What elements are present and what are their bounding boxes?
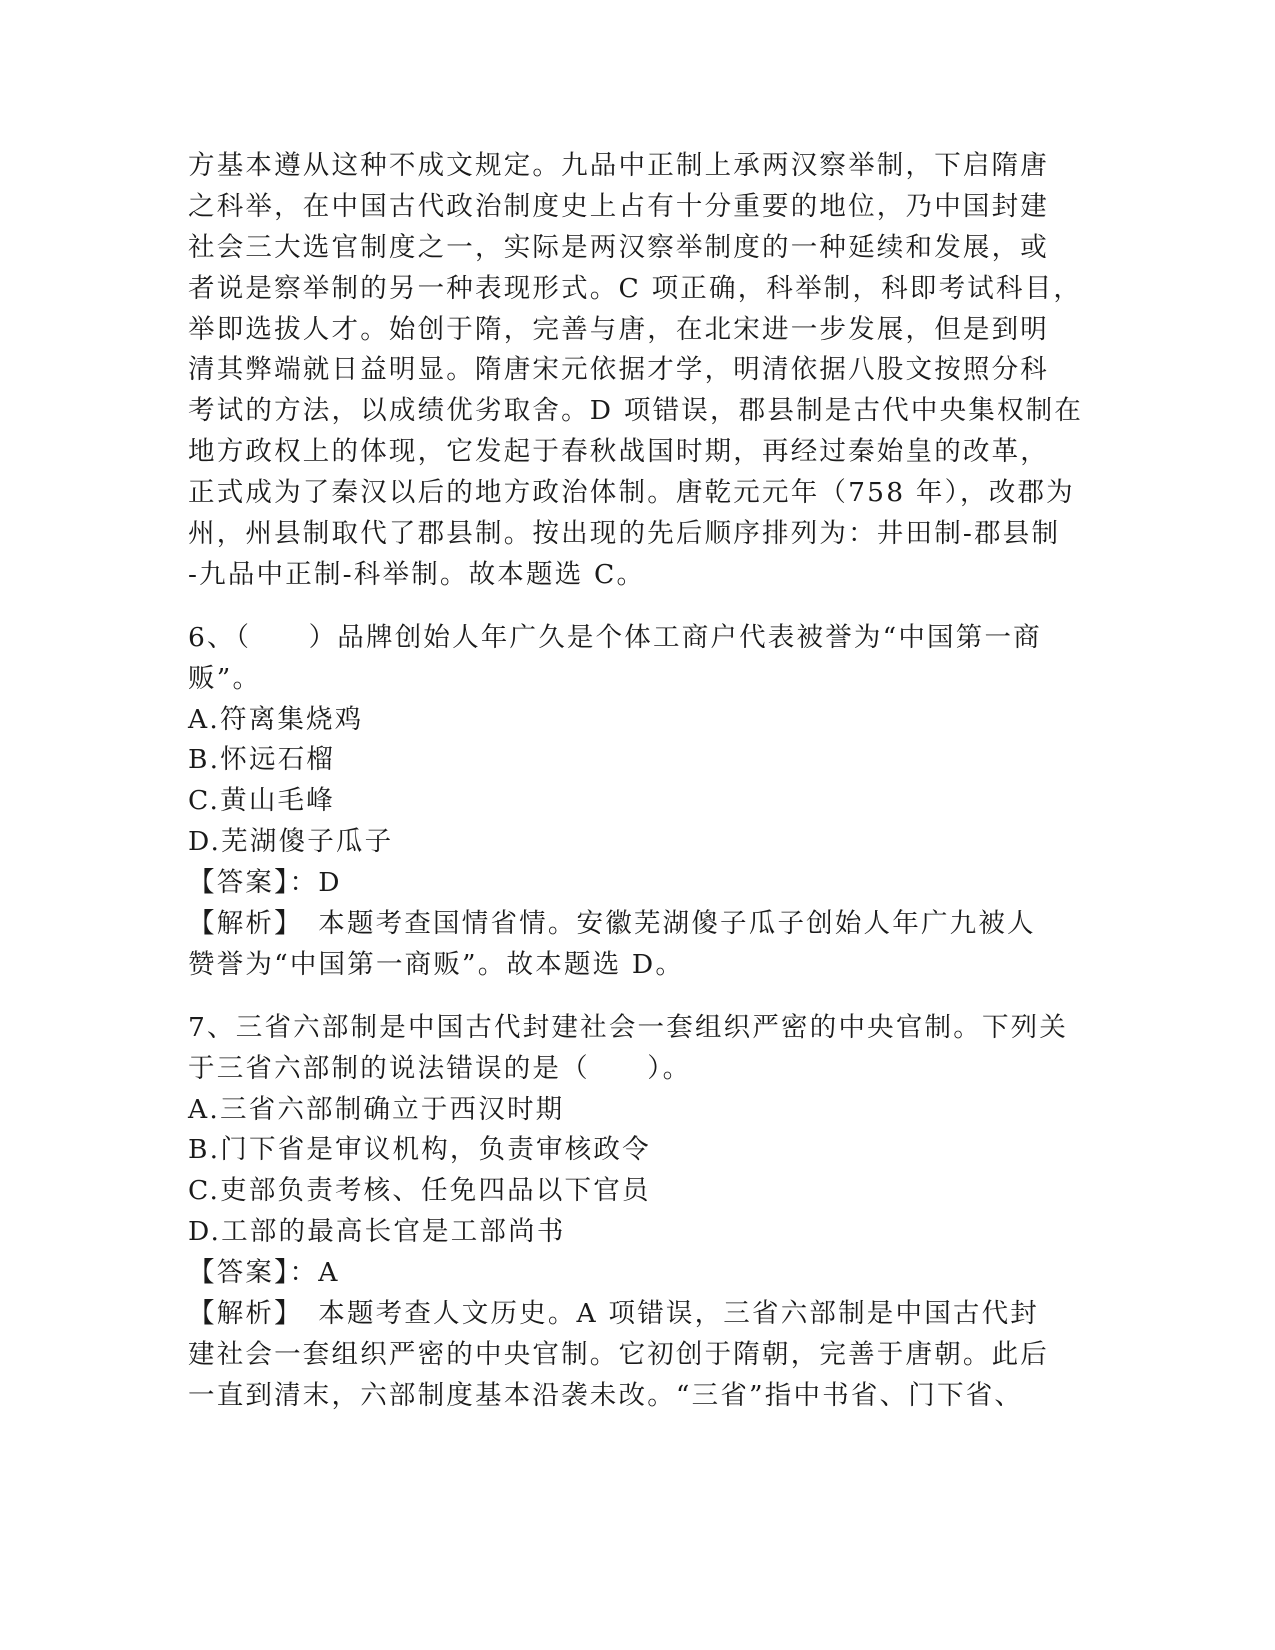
- text-line: 之科举，在中国古代政治制度史上占有十分重要的地位，乃中国封建: [188, 190, 1049, 222]
- question-stem: 7、三省六部制是中国古代封建社会一套组织严密的中央官制。下列关: [188, 1011, 1069, 1043]
- question-6: [188, 618, 1088, 986]
- text-line: -九品中正制-科举制。故本题选 C。: [188, 558, 646, 590]
- option-b: B.怀远石榴: [188, 744, 336, 776]
- text-line: 地方政权上的体现，它发起于春秋战国时期，再经过秦始皇的改革，: [188, 436, 1049, 468]
- analysis-line: 建社会一套组织严密的中央官制。它初创于隋朝，完善于唐朝。此后: [188, 1338, 1049, 1370]
- option-c: C.吏部负责考核、任免四品以下官员: [188, 1175, 651, 1207]
- paragraph-gap: [188, 986, 1088, 1008]
- analysis-line: 赞誉为“中国第一商贩”。故本题选 D。: [188, 948, 685, 980]
- prior-analysis-continuation: [188, 146, 1088, 596]
- analysis-line: 一直到清末，六部制度基本沿袭未改。“三省”指中书省、门下省、: [188, 1379, 1024, 1411]
- text-line: 社会三大选官制度之一，实际是两汉察举制度的一种延续和发展，或: [188, 231, 1049, 263]
- option-a: A.符离集烧鸡: [188, 703, 364, 735]
- page-content: [188, 146, 1088, 1417]
- option-d: D.工部的最高长官是工部尚书: [188, 1216, 566, 1248]
- text-line: 方基本遵从这种不成文规定。九品中正制上承两汉察举制，下启隋唐: [188, 150, 1049, 181]
- analysis-line: 【解析】 本题考查人文历史。A 项错误，三省六部制是中国古代封: [188, 1298, 1040, 1330]
- paragraph-gap: [188, 596, 1088, 618]
- text-line: 正式成为了秦汉以后的地方政治体制。唐乾元元年（758 年），改郡为: [188, 477, 1075, 509]
- text-line: 者说是察举制的另一种表现形式。C 项正确，科举制，科即考试科目，: [188, 272, 1083, 304]
- analysis-line: 【解析】 本题考查国情省情。安徽芜湖傻子瓜子创始人年广九被人: [188, 908, 1036, 940]
- question-stem: 6、（ ）品牌创始人年广久是个体工商户代表被誉为“中国第一商: [188, 621, 1042, 653]
- answer-line: 【答案】：D: [188, 867, 342, 899]
- question-stem: 于三省六部制的说法错误的是（ ）。: [188, 1052, 692, 1084]
- option-a: A.三省六部制确立于西汉时期: [188, 1093, 565, 1125]
- option-d: D.芜湖傻子瓜子: [188, 826, 394, 858]
- text-line: 清其弊端就日益明显。隋唐宋元依据才学，明清依据八股文按照分科: [188, 354, 1049, 386]
- answer-line: 【答案】：A: [188, 1257, 340, 1289]
- text-line: 举即选拔人才。始创于隋，完善与唐，在北宋进一步发展，但是到明: [188, 313, 1049, 345]
- option-c: C.黄山毛峰: [188, 785, 335, 817]
- option-b: B.门下省是审议机构，负责审核政令: [188, 1134, 651, 1166]
- text-line: 州，州县制取代了郡县制。按出现的先后顺序排列为：井田制-郡县制: [188, 518, 1061, 550]
- text-line: 考试的方法，以成绩优劣取舍。D 项错误，郡县制是古代中央集权制在: [188, 395, 1084, 427]
- question-7: [188, 1008, 1088, 1417]
- question-stem: 贩”。: [188, 662, 262, 694]
